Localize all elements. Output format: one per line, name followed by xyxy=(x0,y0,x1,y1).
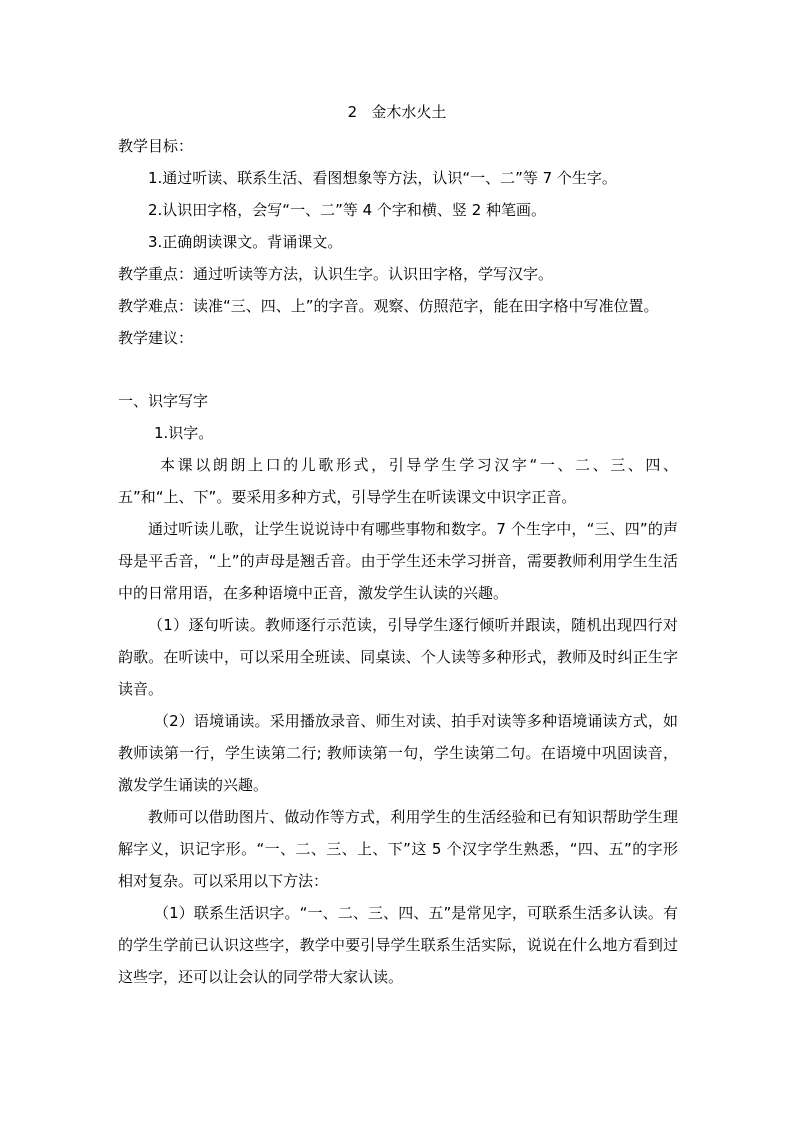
body-paragraph: （2）语境诵读。采用播放录音、师生对读、拍手对读等多种语境诵读方式，如教师读第一行，学生读第二行; 教师读第一句，学生读第二句。在语境中巩固读音，激发学生诵读的兴趣。 xyxy=(118,712,678,794)
blank-line xyxy=(118,354,678,385)
lesson-title: 2 金木水火土 xyxy=(347,103,447,121)
key-points-paragraph: 教学重点：通过听读等方法，认识生字。认识田字格，学写汉字。 xyxy=(118,265,554,283)
subsection-heading: 1.识字。 xyxy=(154,424,214,442)
objective-item: 3.正确朗读课文。背诵课文。 xyxy=(148,233,343,251)
document-body xyxy=(118,130,678,993)
body-paragraph: （1）逐句听读。教师逐行示范读，引导学生逐行倾听并跟读，随机出现四行对韵歌。在听读中，可以采用全班读、同桌读、个人读等多种形式，教师及时纠正生字读音。 xyxy=(118,616,678,698)
objective-item: 2.认识田字格，会写“一、二”等 4 个字和横、竖 2 种笔画。 xyxy=(148,201,547,219)
body-paragraph: 本课以朗朗上口的儿歌形式，引导学生学习汉字“一、二、三、四、五”和“上、下”。要采用多种方式，引导学生在听读课文中识字正音。 xyxy=(118,456,678,506)
section-heading-literacy: 一、识字写字 xyxy=(118,392,209,410)
section-heading-objectives: 教学目标： xyxy=(118,137,194,155)
body-paragraph: 通过听读儿歌，让学生说说诗中有哪些事物和数字。7 个生字中，“三、四”的声母是平舌音，“上”的声母是翘舌音。由于学生还未学习拼音，需要教师利用学生生活中的日常用语，在多种语境中正音，激发学生认读的兴趣。 xyxy=(118,520,678,602)
body-paragraph: （1）联系生活识字。“一、二、三、四、五”是常见字，可联系生活多认读。有的学生学前已认识这些字，教学中要引导学生联系生活实际，说说在什么地方看到过这些字，还可以让会认的同学带大家认读。 xyxy=(118,904,678,986)
body-paragraph: 教师可以借助图片、做动作等方式，利用学生的生活经验和已有知识帮助学生理解字义，识记字形。“一、二、三、上、下”这 5 个汉字学生熟悉，“四、五”的字形相对复杂。可以采用以下方法： xyxy=(118,808,678,890)
section-heading-suggestions: 教学建议： xyxy=(118,329,194,347)
difficulties-paragraph: 教学难点：读准“三、四、上”的字音。观察、仿照范字，能在田字格中写准位置。 xyxy=(118,297,659,315)
objective-item: 1.通过听读、联系生活、看图想象等方法，认识“一、二”等 7 个生字。 xyxy=(148,169,617,187)
